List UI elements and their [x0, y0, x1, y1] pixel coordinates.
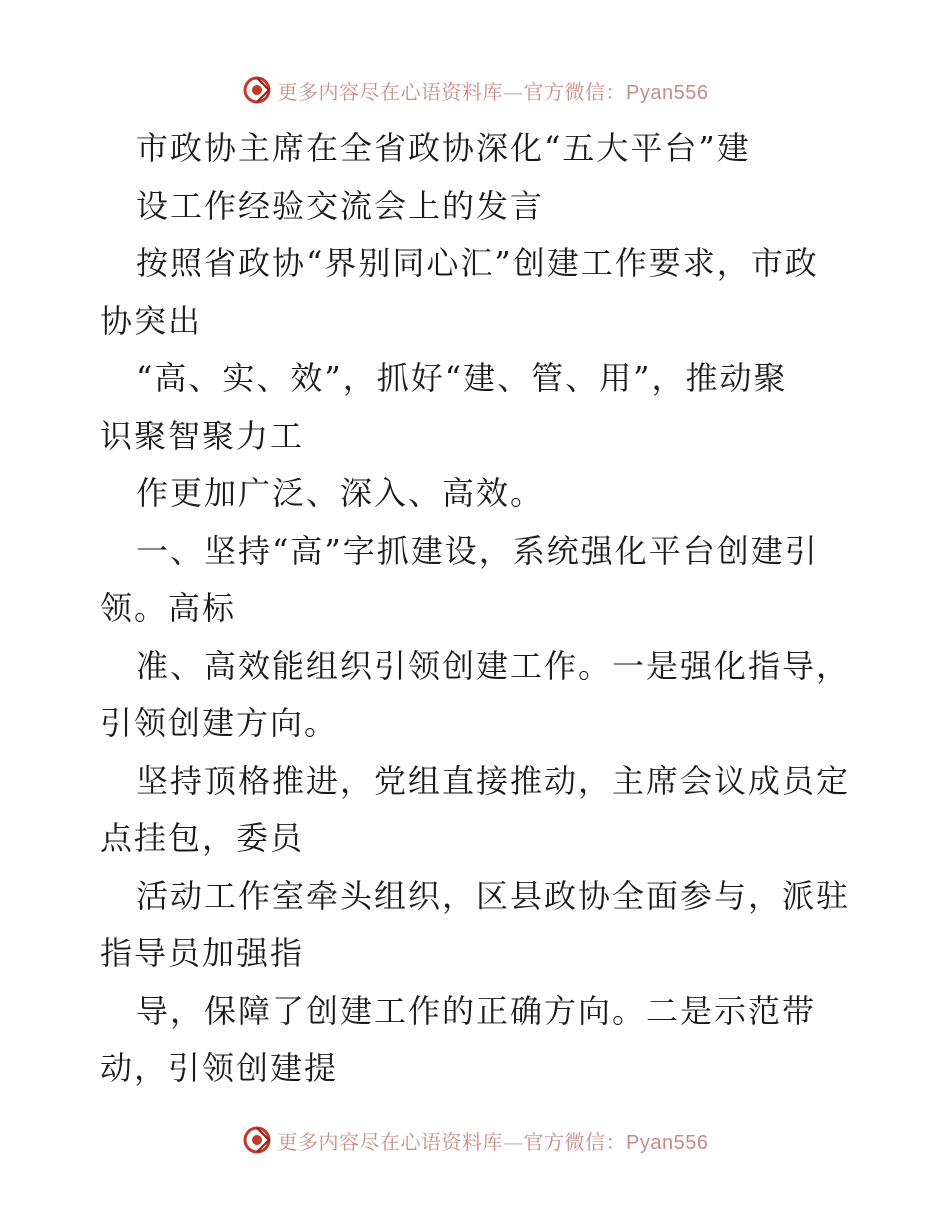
- footer-watermark-text: 更多内容尽在心语资料库—官方微信：Pyan556: [277, 1129, 709, 1154]
- header-watermark-banner: [0, 70, 950, 110]
- document-body: [100, 120, 860, 1098]
- paragraph-line: 识聚智聚力工: [100, 416, 305, 455]
- paragraph-line: 导，保障了创建工作的正确方向。二是示范带: [136, 991, 817, 1030]
- paragraph-line: 指导员加强指: [100, 934, 305, 972]
- paragraph-line: 领。高标: [100, 589, 237, 627]
- document-title-line-1: 市政协主席在全省政协深化“五大平台”建: [136, 129, 751, 167]
- brand-logo-icon: [242, 75, 272, 105]
- document-title-line-2: 设工作经验交流会上的发言: [136, 186, 545, 225]
- footer-watermark-banner: [0, 1120, 950, 1160]
- paragraph-line: 点挂包，委员: [100, 819, 305, 857]
- header-watermark-text: 更多内容尽在心语资料库—官方微信：Pyan556: [277, 79, 709, 104]
- section-heading-line: 一、坚持“高”字抓建设，系统强化平台创建引: [136, 531, 819, 570]
- paragraph-line: 活动工作室牵头组织，区县政协全面参与，派驻: [136, 876, 851, 915]
- paragraph-line: 动，引领创建提: [100, 1049, 339, 1087]
- paragraph-line: 按照省政协“界别同心汇”创建工作要求，市政: [136, 244, 819, 282]
- paragraph-line: “高、实、效”，抓好“建、管、用”，推动聚: [136, 359, 788, 397]
- paragraph-line: 引领创建方向。: [100, 704, 339, 742]
- paragraph-line: 准、高效能组织引领创建工作。一是强化指导，: [136, 646, 851, 685]
- paragraph-line: 作更加广泛、深入、高效。: [136, 474, 545, 512]
- paragraph-line: 协突出: [100, 301, 203, 340]
- paragraph-line: 坚持顶格推进，党组直接推动，主席会议成员定: [136, 761, 851, 800]
- brand-logo-icon: [242, 1125, 272, 1155]
